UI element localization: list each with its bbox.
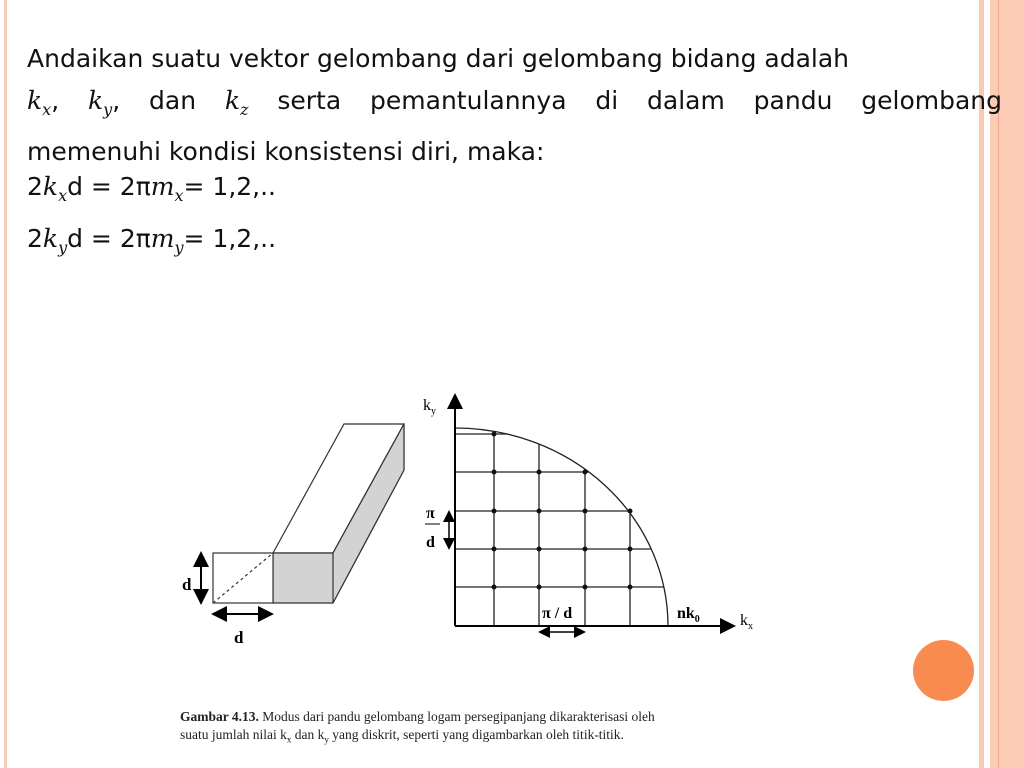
pi-label: π bbox=[426, 505, 435, 522]
figure-caption: Gambar 4.13. Modus dari pandu gelombang logam persegipanjang dikarakterisasi oleh suatu jumlah nilai $k_x$ dan $k_y$ yang diskrit, seperti yang digambarkan oleh titik-titik. bbox=[180, 709, 655, 745]
waveguide-box bbox=[213, 424, 404, 603]
equation-2: $2k_yd = 2\pi m_y= 1,2$,.. bbox=[27, 224, 277, 257]
pi-over-d-label: π / d bbox=[542, 605, 573, 622]
d-denominator: d bbox=[426, 534, 435, 551]
height-label: d bbox=[182, 575, 192, 594]
nk0-arc bbox=[455, 428, 668, 626]
nk0-label: $nk_0$ bbox=[677, 605, 700, 625]
ky-label: $k_y$ bbox=[423, 397, 436, 417]
width-label: d bbox=[234, 628, 244, 647]
line-3: memenuhi kondisi konsistensi diri, maka: bbox=[27, 137, 545, 166]
decorative-orange-circle bbox=[913, 640, 974, 701]
line-1: Andaikan suatu vektor gelombang dari gelombang bidang adalah bbox=[27, 44, 850, 73]
kx-label: $k_x$ bbox=[740, 612, 753, 632]
equation-1: $2k_xd = 2\pi m_x= 1,2$,.. bbox=[27, 172, 277, 205]
line-2: $k_x$, $k_y$, dan $k_z$ serta pemantulannya di dalam pandu gelombang bbox=[27, 86, 1003, 119]
